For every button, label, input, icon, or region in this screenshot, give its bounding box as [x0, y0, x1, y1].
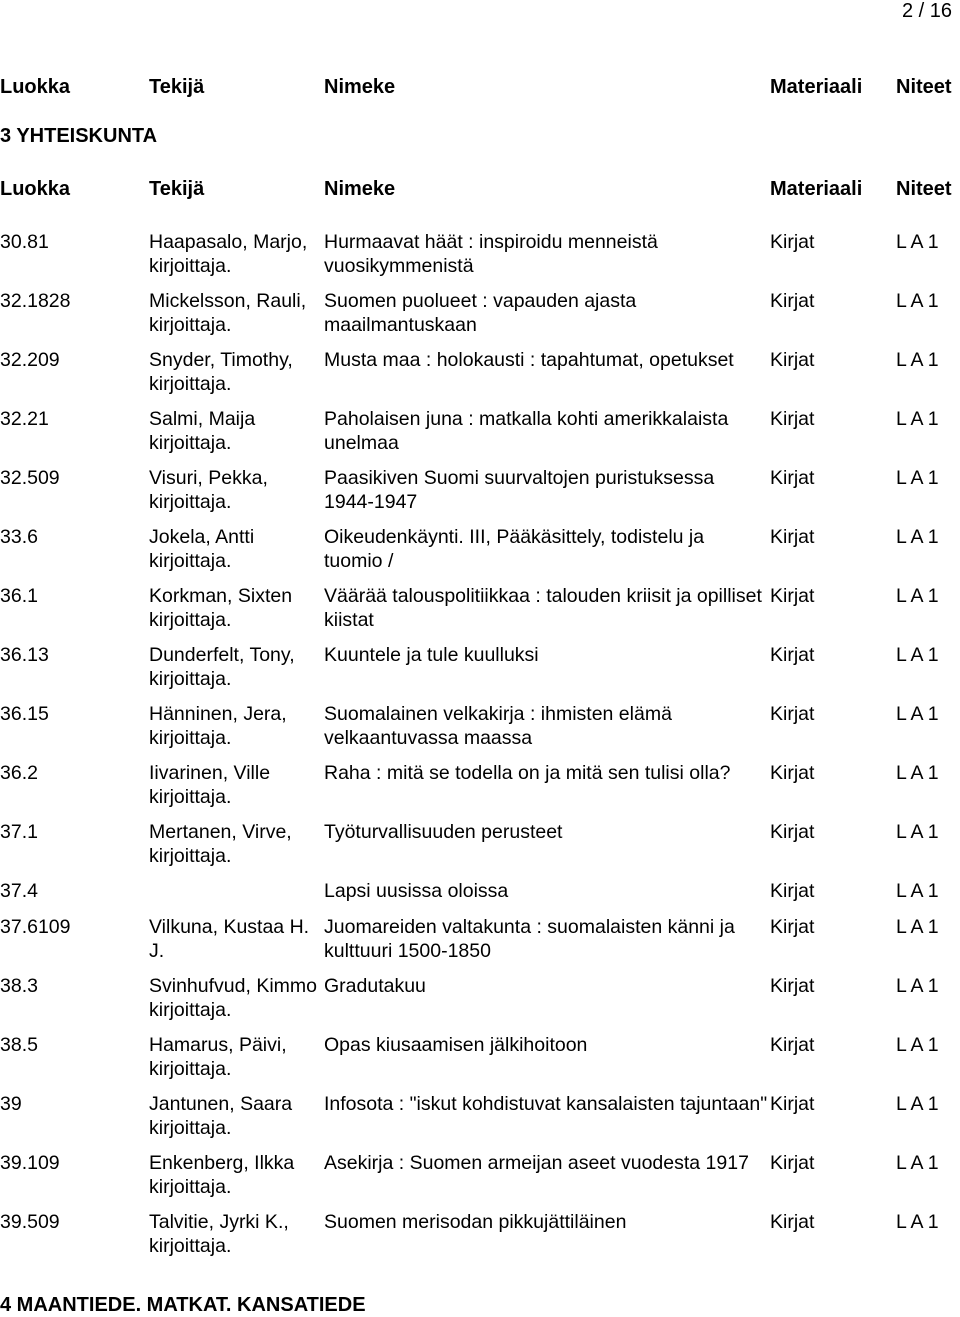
table-row: [0, 1033, 960, 1092]
row-title: Juomareiden valtakunta : suomalaisten känni ja kulttuuri 1500-1850: [324, 916, 735, 962]
row-title: Suomalainen velkakirja : ihmisten elämä velkaantuvassa maassa: [324, 703, 672, 749]
row-title: Suomen puolueet : vapauden ajasta maailmantuskaan: [324, 290, 637, 336]
table-row: [0, 702, 960, 761]
page-number: 2 / 16: [901, 0, 952, 22]
table-row: [0, 915, 960, 974]
row-material: Kirjat: [770, 644, 815, 666]
row-title: Kuuntele ja tule kuulluksi: [324, 644, 539, 666]
row-material: Kirjat: [770, 703, 815, 725]
row-title: Raha : mitä se todella on ja mitä sen tulisi olla?: [324, 762, 731, 784]
table-row: [0, 348, 960, 407]
row-author: Snyder, Timothy, kirjoittaja.: [149, 349, 293, 395]
row-title: Väärää talouspolitiikkaa : talouden kriisit ja opilliset kiistat: [324, 585, 762, 631]
row-author: Korkman, Sixten kirjoittaja.: [149, 585, 293, 631]
row-material: Kirjat: [770, 880, 815, 902]
table-row: [0, 879, 960, 915]
row-class: 38.5: [0, 1034, 38, 1056]
row-author: Salmi, Maija kirjoittaja.: [149, 408, 256, 454]
row-notes: L A 1: [896, 703, 939, 725]
row-title: Paholaisen juna : matkalla kohti amerikkalaista unelmaa: [324, 408, 729, 454]
table-row: [0, 525, 960, 584]
row-material: Kirjat: [770, 408, 815, 430]
row-author: Vilkuna, Kustaa H. J.: [149, 916, 310, 962]
row-notes: L A 1: [896, 1211, 939, 1233]
row-notes: L A 1: [896, 762, 939, 784]
column-header-notes: Niteet: [896, 76, 952, 98]
row-class: 33.6: [0, 526, 38, 548]
row-author: Haapasalo, Marjo, kirjoittaja.: [149, 231, 308, 277]
row-notes: L A 1: [896, 231, 939, 253]
row-notes: L A 1: [896, 1093, 939, 1115]
row-author: Visuri, Pekka, kirjoittaja.: [149, 467, 268, 513]
row-material: Kirjat: [770, 585, 815, 607]
row-author: Hamarus, Päivi, kirjoittaja.: [149, 1034, 287, 1080]
table-row: [0, 1210, 960, 1269]
row-material: Kirjat: [770, 1211, 815, 1233]
row-material: Kirjat: [770, 231, 815, 253]
column-header-class: Luokka: [0, 76, 71, 98]
row-class: 37.1: [0, 821, 38, 843]
column-header-author: Tekijä: [149, 178, 205, 200]
row-class: 39: [0, 1093, 22, 1115]
row-title: Oikeudenkäynti. III, Pääkäsittely, todistelu ja tuomio /: [324, 526, 705, 572]
row-class: 37.4: [0, 880, 38, 902]
table-row: [0, 643, 960, 702]
row-notes: L A 1: [896, 408, 939, 430]
row-author: Svinhufvud, Kimmo kirjoittaja.: [149, 975, 317, 1021]
row-class: 37.6109: [0, 916, 71, 938]
row-author: Jantunen, Saara kirjoittaja.: [149, 1093, 293, 1139]
row-class: 30.81: [0, 231, 49, 253]
row-title: Paasikiven Suomi suurvaltojen puristuksessa 1944-1947: [324, 467, 715, 513]
table-row: [0, 820, 960, 879]
column-header-material: Materiaali: [770, 76, 863, 98]
row-material: Kirjat: [770, 1152, 815, 1174]
row-notes: L A 1: [896, 467, 939, 489]
row-notes: L A 1: [896, 585, 939, 607]
table-row: [0, 230, 960, 289]
row-material: Kirjat: [770, 290, 815, 312]
row-class: 39.509: [0, 1211, 60, 1233]
catalog-table: [0, 230, 960, 1269]
row-notes: L A 1: [896, 880, 939, 902]
row-author: Talvitie, Jyrki K., kirjoittaja.: [149, 1211, 289, 1257]
row-title: Musta maa : holokausti : tapahtumat, opetukset: [324, 349, 734, 371]
row-title: Opas kiusaamisen jälkihoitoon: [324, 1034, 588, 1056]
column-header-class: Luokka: [0, 178, 71, 200]
row-title: Suomen merisodan pikkujättiläinen: [324, 1211, 627, 1233]
row-title: Gradutakuu: [324, 975, 426, 997]
row-author: Iivarinen, Ville kirjoittaja.: [149, 762, 271, 808]
row-author: Mertanen, Virve, kirjoittaja.: [149, 821, 292, 867]
table-row: [0, 974, 960, 1033]
row-notes: L A 1: [896, 975, 939, 997]
row-material: Kirjat: [770, 526, 815, 548]
row-class: 36.15: [0, 703, 49, 725]
table-row: [0, 584, 960, 643]
column-header-material: Materiaali: [770, 178, 863, 200]
row-class: 36.13: [0, 644, 49, 666]
row-class: 32.1828: [0, 290, 71, 312]
row-notes: L A 1: [896, 821, 939, 843]
row-title: Hurmaavat häät : inspiroidu menneistä vuosikymmenistä: [324, 231, 658, 277]
row-title: Asekirja : Suomen armeijan aseet vuodesta 1917: [324, 1152, 749, 1174]
table-row: [0, 1151, 960, 1210]
row-author: Enkenberg, Ilkka kirjoittaja.: [149, 1152, 295, 1198]
row-material: Kirjat: [770, 349, 815, 371]
row-material: Kirjat: [770, 916, 815, 938]
column-header-title: Nimeke: [324, 178, 396, 200]
column-header-top: [0, 76, 960, 102]
next-section-title: 4 MAANTIEDE. MATKAT. KANSATIEDE: [0, 1294, 366, 1316]
row-class: 39.109: [0, 1152, 60, 1174]
column-header-section: [0, 178, 960, 204]
row-title: Infosota : "iskut kohdistuvat kansalaisten tajuntaan": [324, 1093, 768, 1115]
row-material: Kirjat: [770, 762, 815, 784]
row-notes: L A 1: [896, 526, 939, 548]
row-notes: L A 1: [896, 644, 939, 666]
table-row: [0, 761, 960, 820]
row-notes: L A 1: [896, 1034, 939, 1056]
column-header-title: Nimeke: [324, 76, 396, 98]
row-author: Dunderfelt, Tony, kirjoittaja.: [149, 644, 295, 690]
table-row: [0, 466, 960, 525]
row-notes: L A 1: [896, 1152, 939, 1174]
row-material: Kirjat: [770, 467, 815, 489]
table-row: [0, 407, 960, 466]
row-class: 32.21: [0, 408, 49, 430]
row-class: 36.1: [0, 585, 38, 607]
row-author: Mickelsson, Rauli, kirjoittaja.: [149, 290, 307, 336]
row-title: Työturvallisuuden perusteet: [324, 821, 563, 843]
row-notes: L A 1: [896, 290, 939, 312]
row-class: 32.209: [0, 349, 60, 371]
table-row: [0, 1092, 960, 1151]
column-header-notes: Niteet: [896, 178, 952, 200]
section-title: 3 YHTEISKUNTA: [0, 125, 158, 147]
table-row: [0, 289, 960, 348]
row-notes: L A 1: [896, 916, 939, 938]
row-material: Kirjat: [770, 1034, 815, 1056]
row-material: Kirjat: [770, 821, 815, 843]
row-class: 36.2: [0, 762, 38, 784]
row-author: Hänninen, Jera, kirjoittaja.: [149, 703, 287, 749]
row-material: Kirjat: [770, 975, 815, 997]
row-title: Lapsi uusissa oloissa: [324, 880, 509, 902]
column-header-author: Tekijä: [149, 76, 205, 98]
row-class: 38.3: [0, 975, 38, 997]
row-author: Jokela, Antti kirjoittaja.: [149, 526, 255, 572]
row-material: Kirjat: [770, 1093, 815, 1115]
row-class: 32.509: [0, 467, 60, 489]
row-notes: L A 1: [896, 349, 939, 371]
